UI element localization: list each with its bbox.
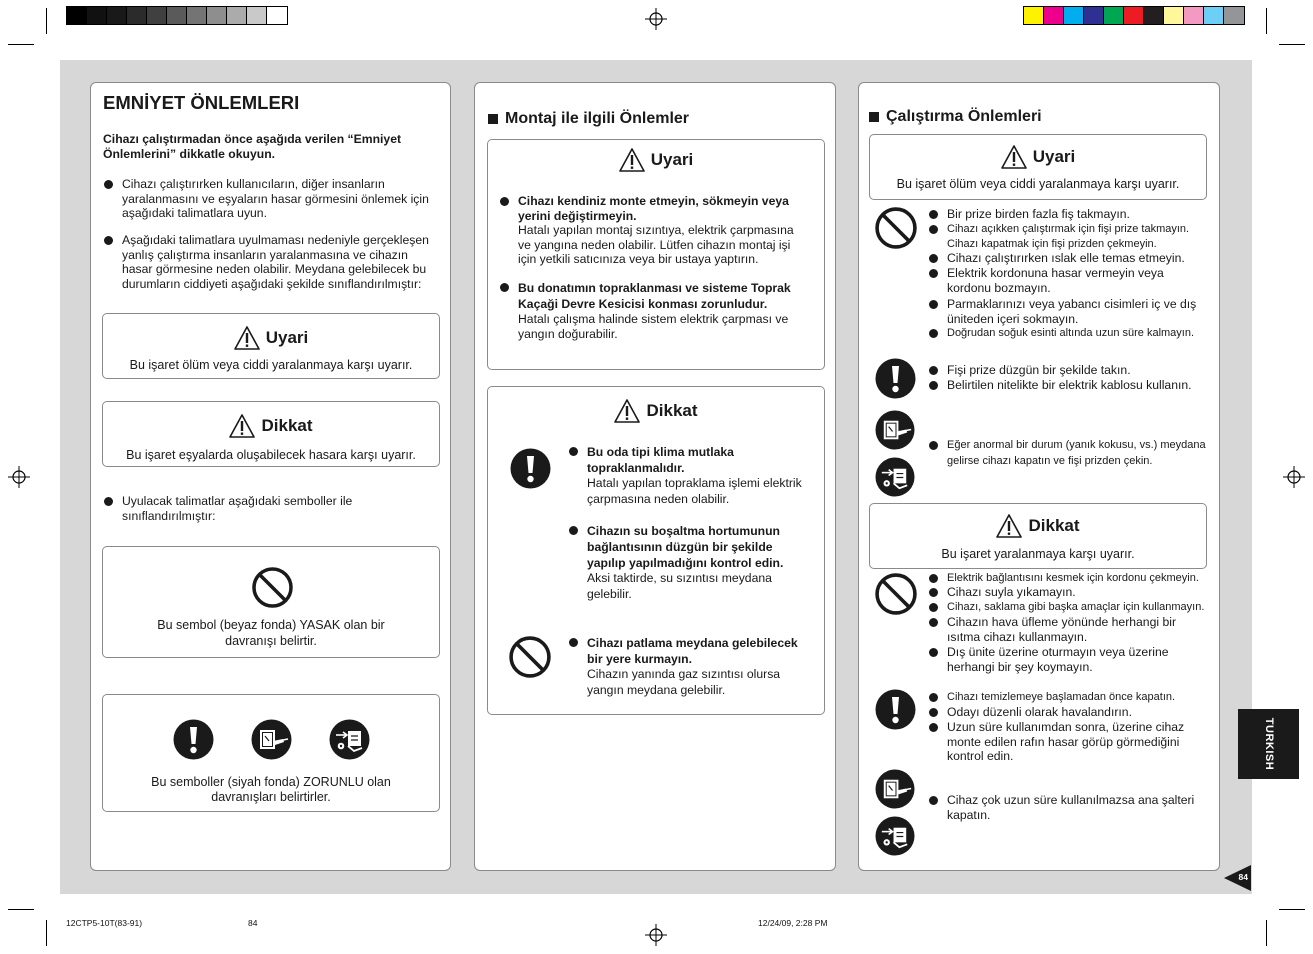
color-swatch <box>1144 7 1164 24</box>
bullet-icon <box>929 441 938 450</box>
color-swatch <box>187 7 207 24</box>
color-swatch <box>1164 7 1184 24</box>
bullet-icon <box>500 283 509 292</box>
bullet-icon <box>929 618 938 627</box>
footer-timestamp: 12/24/09, 2:28 PM <box>758 918 828 928</box>
prohibition-icon <box>874 572 918 616</box>
warning-triangle-icon <box>229 414 255 438</box>
caution-description: Bu işaret yaralanmaya karşı uyarır. <box>941 547 1135 561</box>
bullet-icon <box>104 236 113 245</box>
bullet-icon <box>929 381 938 390</box>
prohibition-symbol-box <box>102 546 440 658</box>
bullet-icon <box>104 497 113 506</box>
bullet-icon <box>929 723 938 732</box>
warning-triangle-icon <box>996 514 1022 538</box>
bullet-icon <box>929 708 938 717</box>
breaker-off-mandatory-icon <box>329 719 370 760</box>
warning-triangle-icon <box>1001 145 1027 169</box>
exclamation-mandatory-icon <box>875 358 916 399</box>
bullet-icon <box>929 693 938 702</box>
section-title: Çalıştırma Önlemleri <box>869 108 1042 126</box>
color-swatch <box>1184 7 1204 24</box>
warning-triangle-icon <box>234 326 260 350</box>
caution-title: Dikkat <box>646 401 698 420</box>
caution-definition-box <box>102 401 440 467</box>
caution-description: Bu işaret eşyalarda oluşabilecek hasara karşı uyarır. <box>126 448 416 462</box>
breaker-off-mandatory-icon <box>875 457 915 497</box>
warning-triangle-icon <box>614 399 640 423</box>
caution-title: Dikkat <box>1028 516 1080 535</box>
bullet-icon <box>929 648 938 657</box>
bullet-icon <box>569 526 578 535</box>
exclamation-mandatory-icon <box>173 719 214 760</box>
bullet-icon <box>569 447 578 456</box>
prohibition-icon <box>251 566 294 609</box>
unplug-mandatory-icon <box>875 769 915 809</box>
page-title: EMNİYET ÖNLEMLERI <box>103 92 300 113</box>
bullet-icon <box>929 588 938 597</box>
bullet-icon <box>929 329 938 338</box>
operation-warning-box <box>869 134 1207 200</box>
grayscale-color-bar <box>66 6 288 25</box>
color-swatch <box>127 7 147 24</box>
language-tab: TURKISH <box>1238 709 1299 779</box>
section-title: Montaj ile ilgili Önlemler <box>488 110 689 128</box>
registration-mark-right <box>1283 466 1305 488</box>
cmyk-color-bar <box>1023 6 1245 25</box>
bullet-icon <box>929 796 938 805</box>
bullet-icon <box>929 366 938 375</box>
operation-caution-box <box>869 503 1207 569</box>
warning-title: Uyari <box>1032 147 1076 166</box>
bullet-icon <box>929 603 938 612</box>
registration-mark-bottom <box>645 924 667 946</box>
color-swatch <box>227 7 247 24</box>
color-swatch <box>107 7 127 24</box>
color-swatch <box>1084 7 1104 24</box>
unplug-mandatory-icon <box>251 719 292 760</box>
color-swatch <box>207 7 227 24</box>
color-swatch <box>1224 7 1244 24</box>
bullet-icon <box>104 180 113 189</box>
color-swatch <box>1024 7 1044 24</box>
color-swatch <box>1104 7 1124 24</box>
exclamation-mandatory-icon <box>875 689 916 730</box>
prohibition-description: Bu sembol (beyaz fonda) YASAK olan bir davranışı belirtir. <box>157 618 385 648</box>
unplug-mandatory-icon <box>875 410 915 450</box>
mandatory-description: Bu semboller (siyah fonda) ZORUNLU olan davranışları belirtirler. <box>151 775 391 804</box>
prohibition-icon <box>508 635 552 679</box>
square-bullet-icon <box>869 112 879 122</box>
color-swatch <box>67 7 87 24</box>
bullet-icon <box>500 197 509 206</box>
color-swatch <box>267 7 287 24</box>
footer-doc-code: 12CTP5-10T(83-91) <box>66 918 143 928</box>
bullet-icon <box>929 269 938 278</box>
warning-description: Bu işaret ölüm veya ciddi yaralanmaya karşı uyarır. <box>896 177 1180 191</box>
warning-title: Uyari <box>650 150 694 169</box>
warning-triangle-icon <box>619 148 645 172</box>
bullet-icon <box>569 638 578 647</box>
bullet-icon <box>929 300 938 309</box>
registration-mark-left <box>8 466 30 488</box>
bullet-icon <box>929 210 938 219</box>
square-bullet-icon <box>488 114 498 124</box>
warning-description: Bu işaret ölüm veya ciddi yaralanmaya karşı uyarır. <box>129 358 413 372</box>
footer-page: 84 <box>248 918 258 928</box>
color-swatch <box>1064 7 1084 24</box>
color-swatch <box>247 7 267 24</box>
registration-mark-top <box>645 8 667 30</box>
exclamation-mandatory-icon <box>510 448 551 489</box>
color-swatch <box>1204 7 1224 24</box>
bullet-icon <box>929 574 938 583</box>
color-swatch <box>1044 7 1064 24</box>
warning-definition-box <box>102 313 440 379</box>
breaker-off-mandatory-icon <box>875 816 915 856</box>
color-swatch <box>167 7 187 24</box>
bullet-icon <box>929 254 938 263</box>
warning-title: Uyari <box>265 328 309 347</box>
color-swatch <box>147 7 167 24</box>
caution-title: Dikkat <box>261 416 313 435</box>
mandatory-symbol-box <box>102 694 440 812</box>
page-number-badge: 84 <box>1224 865 1251 891</box>
prohibition-icon <box>874 206 918 250</box>
color-swatch <box>87 7 107 24</box>
color-swatch <box>1124 7 1144 24</box>
bullet-icon <box>929 225 938 234</box>
intro-text: Cihazı çalıştırmadan önce aşağıda verilen “Emniyet Önlemlerini” dikkatle okuyun. <box>103 132 402 161</box>
